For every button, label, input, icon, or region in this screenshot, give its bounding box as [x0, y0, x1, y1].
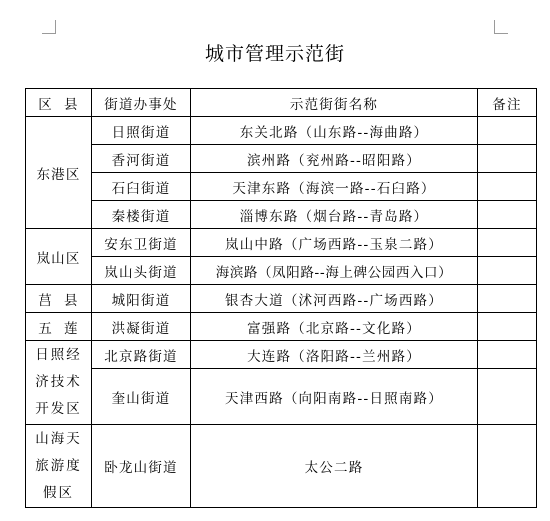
street-cell: 滨州路（兖州路--昭阳路）: [191, 145, 478, 173]
crop-mark-top-right-h: [494, 33, 508, 34]
district-cell: 东港区: [26, 117, 92, 229]
street-cell: 淄博东路（烟台路--青岛路）: [191, 201, 478, 229]
note-cell: [478, 285, 537, 313]
header-note: 备注: [478, 89, 537, 117]
crop-mark-top-left-v: [55, 20, 56, 34]
note-cell: [478, 313, 537, 341]
office-cell: 秦楼街道: [92, 201, 191, 229]
office-cell: 奎山街道: [92, 369, 191, 425]
note-cell: [478, 145, 537, 173]
street-cell: 天津东路（海滨一路--石臼路）: [191, 173, 478, 201]
district-cell: 日照经济技术开发区: [26, 341, 92, 425]
note-cell: [478, 201, 537, 229]
office-cell: 洪凝街道: [92, 313, 191, 341]
office-cell: 城阳街道: [92, 285, 191, 313]
table-row: [26, 117, 537, 145]
table-row: [26, 425, 537, 508]
note-cell: [478, 117, 537, 145]
district-cell: 岚山区: [26, 229, 92, 285]
document-title: 城市管理示范街: [204, 43, 345, 65]
street-cell: 富强路（北京路--文化路）: [191, 313, 478, 341]
district-cell: 五 莲: [26, 313, 92, 341]
note-cell: [478, 257, 537, 285]
office-cell: 卧龙山街道: [92, 425, 191, 508]
office-cell: 石臼街道: [92, 173, 191, 201]
note-cell: [478, 229, 537, 257]
note-cell: [478, 369, 537, 425]
note-cell: [478, 173, 537, 201]
header-street: 示范街街名称: [191, 89, 478, 117]
crop-mark-top-left-h: [42, 33, 56, 34]
table-row: [26, 201, 537, 229]
street-cell: 大连路（洛阳路--兰州路）: [191, 341, 478, 369]
street-cell: 东关北路（山东路--海曲路）: [191, 117, 478, 145]
note-cell: [478, 425, 537, 508]
table-row: [26, 173, 537, 201]
office-cell: 日照街道: [92, 117, 191, 145]
office-cell: 安东卫街道: [92, 229, 191, 257]
district-cell: 山海天旅游度假区: [26, 425, 92, 508]
streets-table: [25, 88, 537, 508]
note-cell: [478, 341, 537, 369]
district-cell: 莒 县: [26, 285, 92, 313]
header-office: 街道办事处: [92, 89, 191, 117]
street-cell: 海滨路（凤阳路--海上碑公园西入口）: [191, 257, 478, 285]
table-header-row: [26, 89, 537, 117]
table-row: [26, 145, 537, 173]
office-cell: 岚山头街道: [92, 257, 191, 285]
table-row: [26, 229, 537, 257]
table-row: [26, 313, 537, 341]
header-district: 区 县: [26, 89, 92, 117]
table-row: [26, 369, 537, 425]
street-cell: 岚山中路（广场西路--玉泉二路）: [191, 229, 478, 257]
street-cell: 银杏大道（沭河西路--广场西路）: [191, 285, 478, 313]
table-row: [26, 257, 537, 285]
street-cell: 太公二路: [191, 425, 478, 508]
table-row: [26, 285, 537, 313]
office-cell: 北京路街道: [92, 341, 191, 369]
crop-mark-top-right-v: [494, 20, 495, 34]
office-cell: 香河街道: [92, 145, 191, 173]
street-cell: 天津西路（向阳南路--日照南路）: [191, 369, 478, 425]
table-row: [26, 341, 537, 369]
